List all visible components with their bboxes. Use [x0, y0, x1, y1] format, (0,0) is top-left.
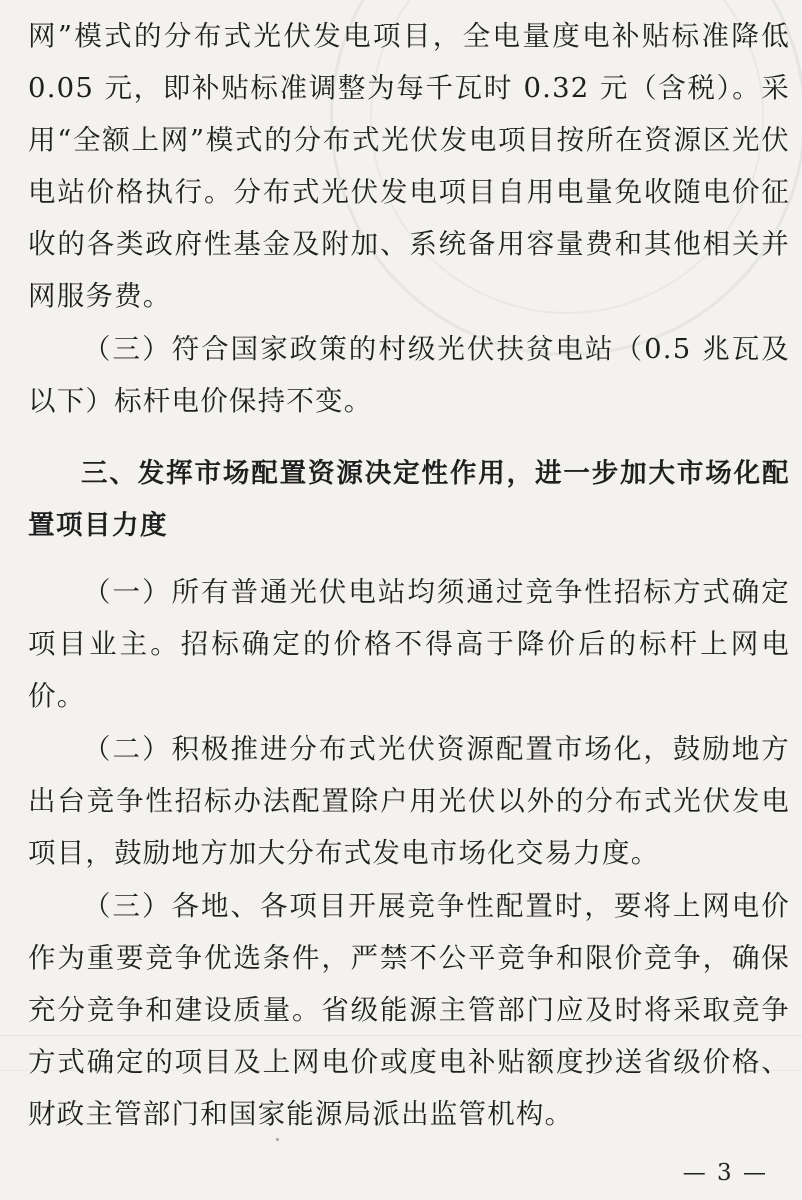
- paragraph-item-1: （一）所有普通光伏电站均须通过竞争性招标方式确定项目业主。招标确定的价格不得高于降价后的标杆上网电价。: [28, 576, 790, 712]
- paragraph-item-2: （二）积极推进分布式光伏资源配置市场化，鼓励地方出台竞争性招标办法配置除户用光伏以外的分布式光伏发电项目，鼓励地方加大分布式发电市场化交易力度。: [28, 733, 790, 869]
- paragraph-item-3: （三）各地、各项目开展竞争性配置时，要将上网电价作为重要竞争优选条件，严禁不公平竞争和限价竞争，确保充分竞争和建设质量。省级能源主管部门应及时将采取竞争方式确定的项目及上网电价或度电补贴额度抄送省级价格、财政主管部门和国家能源局派出监管机构。: [28, 890, 790, 1130]
- page-number: — 3 —: [682, 1160, 768, 1186]
- paragraph-continuation: 网”模式的分布式光伏发电项目，全电量度电补贴标准降低 0.05 元，即补贴标准调整为每千瓦时 0.32 元（含税）。采用“全额上网”模式的分布式光伏发电项目按所在资源区光伏电站价格执行。分布式光伏发电项目自用电量免收随电价征收的各类政府性基金及附加、系统备用容量费和其他相关并网服务费。: [28, 20, 790, 312]
- footer-faint-line: [0, 1070, 802, 1071]
- scan-speck: [276, 1138, 279, 1141]
- document-body: [28, 10, 790, 1141]
- section-heading: 三、发挥市场配置资源决定性作用，进一步加大市场化配置项目力度: [28, 458, 790, 541]
- paragraph-item-3-price: （三）符合国家政策的村级光伏扶贫电站（0.5 兆瓦及以下）标杆电价保持不变。: [28, 333, 790, 417]
- footer-faint-band: [0, 1035, 802, 1124]
